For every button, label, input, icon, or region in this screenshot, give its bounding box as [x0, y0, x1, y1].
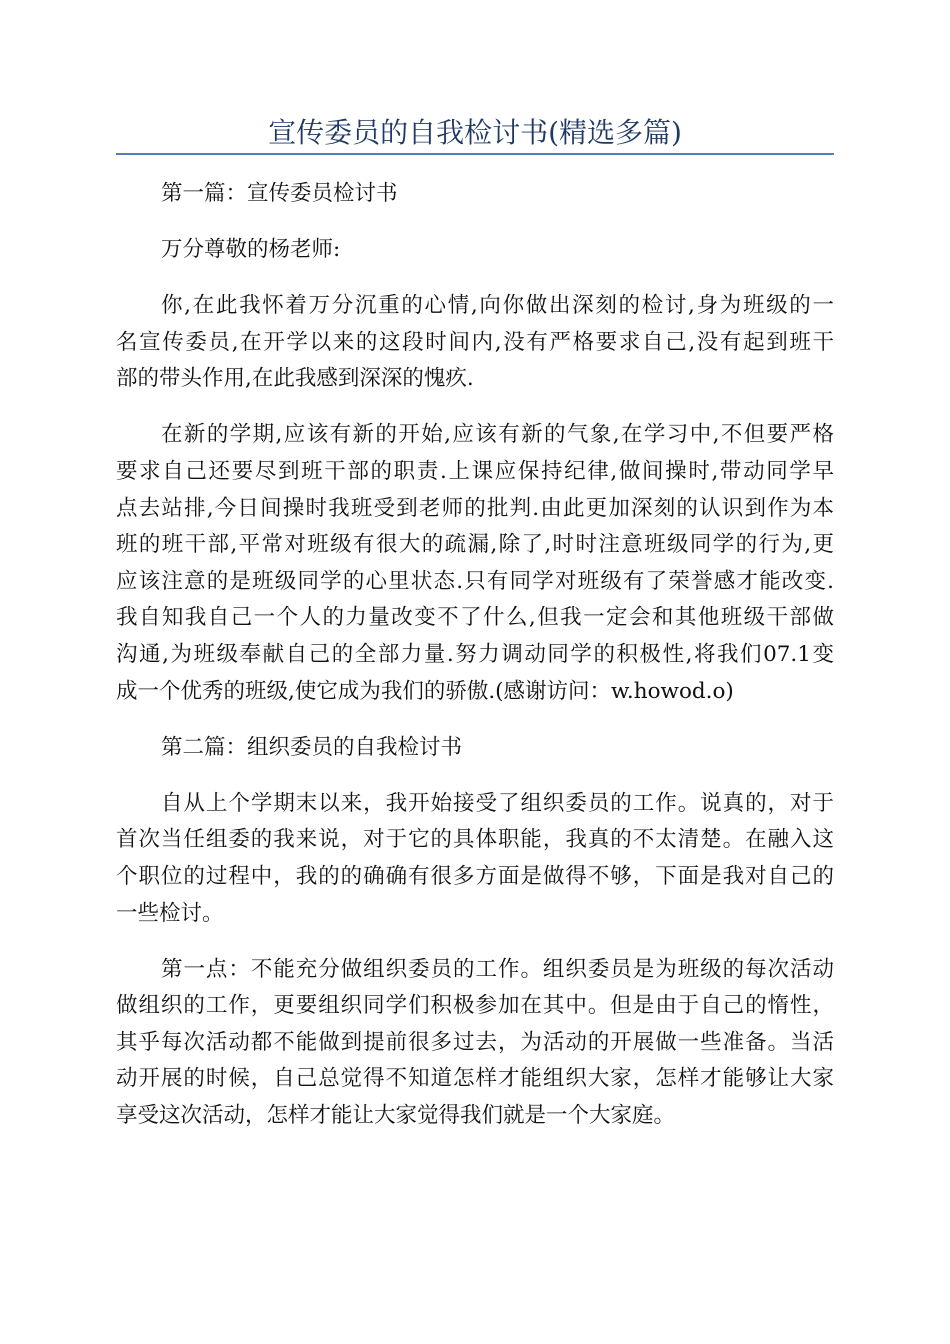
document-body — [116, 176, 834, 1154]
paragraph — [116, 730, 834, 767]
text-line: 你,在此我怀着万分沉重的心情,向你做出深刻的检讨,身为班级的一 — [161, 293, 834, 319]
title-underline — [116, 153, 834, 155]
text-line: 名宣传委员,在开学以来的这段时间内,没有严格要求自己,没有起到班干 — [116, 329, 834, 355]
text-line: 动开展的时候，自己总觉得不知道怎样才能组织大家，怎样才能够让大家 — [116, 1066, 834, 1092]
text-line: 部的带头作用,在此我感到深深的愧疚. — [116, 366, 474, 392]
paragraph — [116, 176, 834, 213]
text-line: 自从上个学期末以来，我开始接受了组织委员的工作。说真的，对于 — [161, 790, 834, 816]
text-line: 我自知我自己一个人的力量改变不了什么,但我一定会和其他班级干部做 — [116, 605, 834, 631]
text-line: 应该注意的是班级同学的心里状态.只有同学对班级有了荣誉感才能改变. — [116, 568, 834, 594]
text-line: 万分尊敬的杨老师: — [161, 237, 341, 263]
text-line: 第一篇：宣传委员检讨书 — [161, 181, 398, 206]
paragraph — [116, 952, 834, 1135]
text-line: 享受这次活动，怎样才能让大家觉得我们就是一个大家庭。 — [116, 1103, 676, 1129]
document-title: 宣传委员的自我检讨书(精选多篇) — [268, 116, 682, 149]
paragraph — [116, 288, 834, 398]
text-line: 一些检讨。 — [116, 900, 224, 926]
text-line: 沟通,为班级奉献自己的全部力量.努力调动同学的积极性,将我们07.1变 — [116, 642, 834, 668]
text-line: 在新的学期,应该有新的开始,应该有新的气象,在学习中,不但要严格 — [161, 422, 834, 448]
text-line: 要求自己还要尽到班干部的职责.上课应保持纪律,做间操时,带动同学早 — [116, 459, 834, 485]
paragraph — [116, 786, 834, 932]
text-line: 班的班干部,平常对班级有很大的疏漏,除了,时时注意班级同学的行为,更 — [116, 532, 834, 558]
paragraph — [116, 417, 834, 710]
text-line: 点去站排,今日间操时我班受到老师的批判.由此更加深刻的认识到作为本 — [116, 495, 834, 521]
text-line: 成一个优秀的班级,使它成为我们的骄傲.(感谢访问：w.howod.o) — [116, 678, 734, 704]
text-line: 其乎每次活动都不能做到提前很多过去，为活动的开展做一些准备。当活 — [116, 1029, 834, 1055]
paragraph — [116, 232, 834, 269]
text-line: 首次当任组委的我来说，对于它的具体职能，我真的不太清楚。在融入这 — [116, 827, 834, 853]
text-line: 第一点：不能充分做组织委员的工作。组织委员是为班级的每次活动 — [161, 956, 834, 982]
text-line: 个职位的过程中，我的的确确有很多方面是做得不够，下面是我对自己的 — [116, 864, 834, 889]
text-line: 做组织的工作，更要组织同学们积极参加在其中。但是由于自己的惰性， — [116, 993, 834, 1019]
text-line: 第二篇：组织委员的自我检讨书 — [161, 734, 463, 760]
